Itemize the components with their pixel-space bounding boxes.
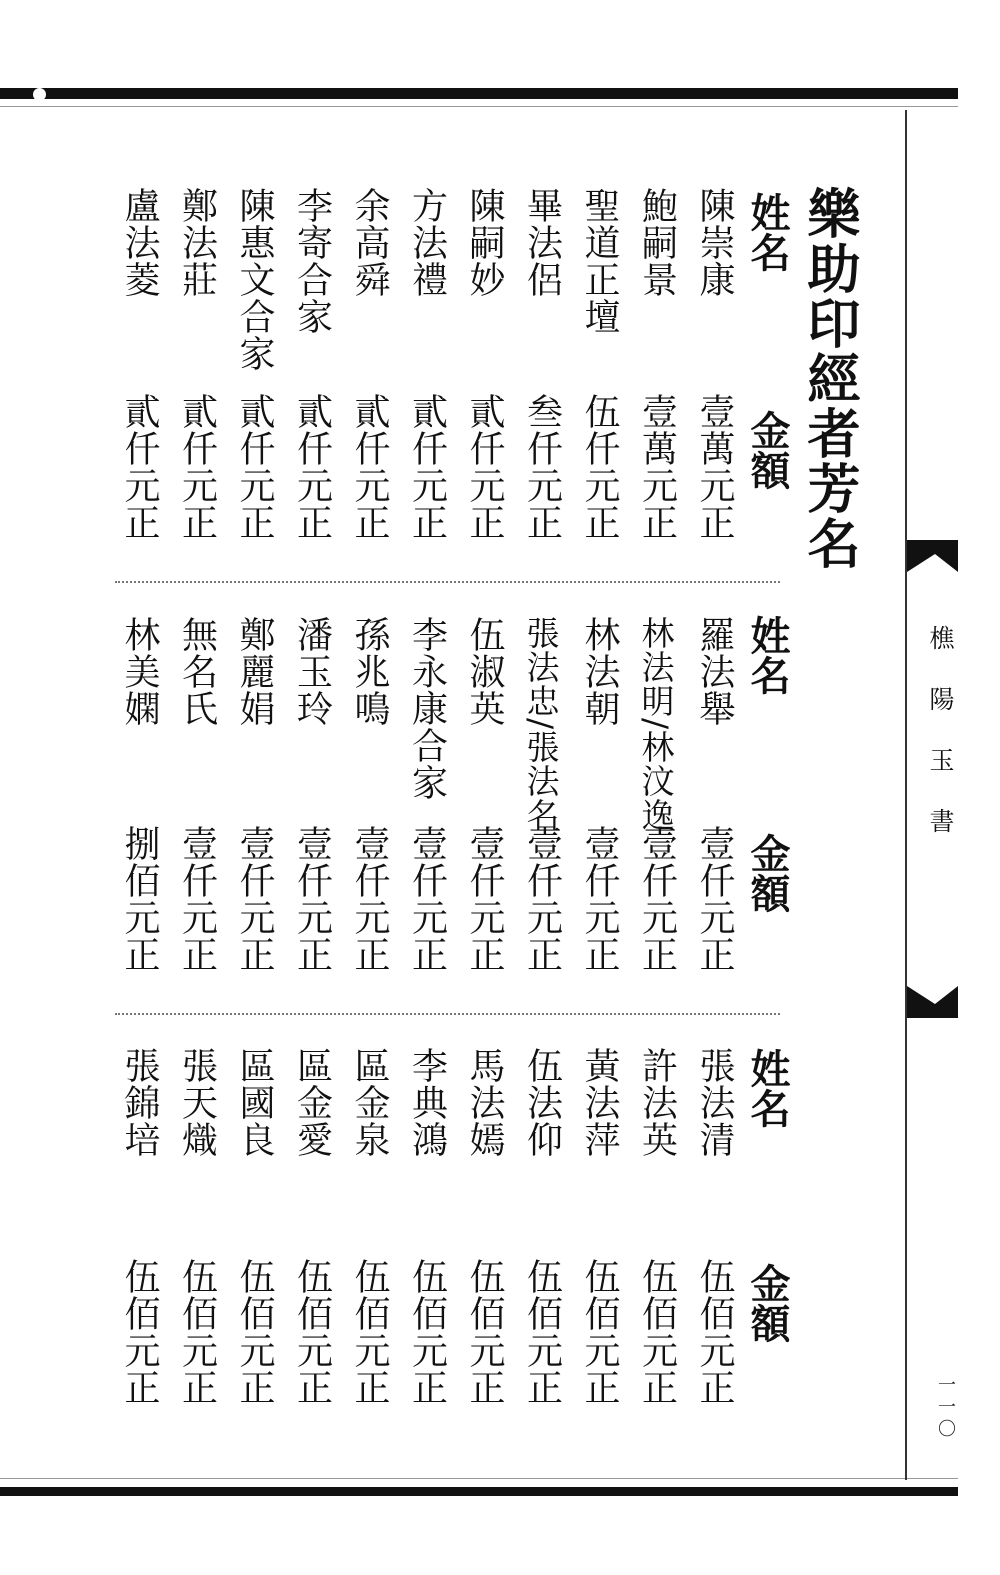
donor-name: 鄭法莊 [176,187,218,298]
donor-name: 無名氏 [176,616,218,727]
donation-amount: 伍佰元正 [406,1258,448,1406]
column-header-amount: 金額 [744,833,791,913]
donation-amount: 伍佰元正 [521,1258,563,1406]
section-separator [115,581,780,583]
donor-name: 伍淑英 [464,616,505,727]
donor-name: 李永康合家 [406,616,448,801]
page-number: 一一〇 [935,1375,956,1441]
donation-amount: 伍佰元正 [119,1258,160,1406]
donation-amount: 叁仟元正 [521,393,563,541]
column-header-name: 姓名 [744,1048,791,1128]
donation-amount: 壹仟元正 [636,825,678,973]
donation-amount: 壹仟元正 [521,825,563,973]
donor-name: 區國良 [234,1047,275,1158]
donor-name: 張錦培 [119,1047,160,1158]
donor-name: 張天熾 [176,1047,218,1158]
donation-amount: 捌佰元正 [119,825,160,973]
donation-amount: 壹仟元正 [406,825,448,973]
column-header-name: 姓名 [744,615,791,695]
donation-amount: 壹仟元正 [176,825,218,973]
donor-name: 張法忠/張法名 [521,616,561,833]
donation-amount: 壹仟元正 [234,825,275,973]
donation-amount: 壹仟元正 [579,825,620,973]
donor-name: 盧法菱 [119,187,160,298]
donation-amount: 伍佰元正 [464,1258,505,1406]
sidebar-ribbon-top [907,540,958,572]
sidebar-ribbon-bottom [907,986,958,1018]
donation-amount: 貳仟元正 [291,393,333,541]
donor-name: 林法朝 [579,616,620,727]
donation-amount: 壹仟元正 [291,825,333,973]
donation-amount: 壹萬元正 [694,393,735,541]
column-header-name: 姓名 [744,192,791,272]
section-separator [115,1013,780,1015]
top-rule-dot [33,88,46,101]
donation-amount: 伍佰元正 [176,1258,218,1406]
donor-name: 陳崇康 [694,187,735,298]
donation-amount: 壹仟元正 [464,825,505,973]
donor-name: 余高舜 [349,187,390,298]
donation-amount: 伍佰元正 [349,1258,390,1406]
donation-amount: 伍仟元正 [579,393,620,541]
donor-name: 張法清 [694,1047,735,1158]
donor-name: 鄭麗娟 [234,616,275,727]
donor-name: 方法禮 [406,187,448,298]
donation-amount: 貳仟元正 [176,393,218,541]
donor-name: 黃法萍 [579,1047,620,1158]
donor-name: 區金泉 [349,1047,390,1158]
column-header-amount: 金額 [744,1263,791,1343]
donation-amount: 伍佰元正 [234,1258,275,1406]
donor-name: 潘玉玲 [291,616,333,727]
donation-amount: 貳仟元正 [464,393,505,541]
bottom-border-rule [0,1487,958,1496]
column-header-amount: 金額 [744,410,791,490]
donor-name: 羅法舉 [694,616,735,727]
donor-name: 陳惠文合家 [234,187,275,372]
donor-name: 伍法仰 [521,1047,563,1158]
donor-name: 林法明/林汶逸 [636,616,676,833]
donor-name: 李典鴻 [406,1047,448,1158]
donor-name: 畢法侶 [521,187,563,298]
page-title: 樂助印經者芳名 [799,186,861,571]
donor-name: 鮑嗣景 [636,187,678,298]
donation-amount: 貳仟元正 [406,393,448,541]
donation-amount: 伍佰元正 [694,1258,735,1406]
donor-name: 陳嗣妙 [464,187,505,298]
donor-name: 區金愛 [291,1047,333,1158]
donor-name: 李寄合家 [291,187,333,335]
book-title: 樵陽玉書 [926,625,955,869]
top-border-rule [0,88,958,99]
donor-name: 許法英 [636,1047,678,1158]
donation-amount: 伍佰元正 [636,1258,678,1406]
donation-amount: 貳仟元正 [234,393,275,541]
bottom-thin-rule [0,1478,958,1479]
donor-name: 馬法嫣 [464,1047,505,1158]
donation-amount: 伍佰元正 [579,1258,620,1406]
donation-amount: 壹仟元正 [349,825,390,973]
donor-name: 林美嫻 [119,616,160,727]
top-thin-rule [0,106,958,107]
donor-name: 聖道正壇 [579,187,620,335]
donation-amount: 壹萬元正 [636,393,678,541]
donation-amount: 貳仟元正 [119,393,160,541]
donation-amount: 貳仟元正 [349,393,390,541]
donation-amount: 伍佰元正 [291,1258,333,1406]
donation-amount: 壹仟元正 [694,825,735,973]
donor-name: 孫兆鳴 [349,616,390,727]
